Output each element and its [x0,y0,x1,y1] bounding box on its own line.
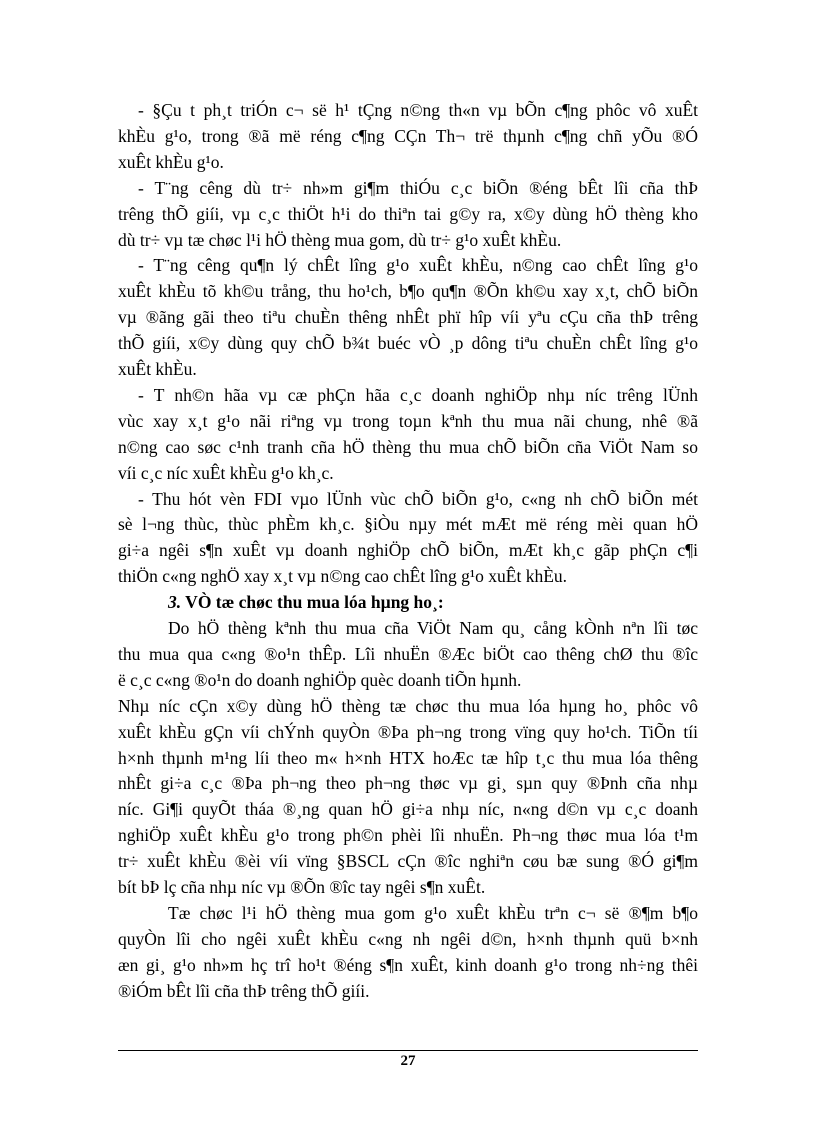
bullet-line: - T¨ng cêng qu¶n lý chÊt lîng g¹o xuÊt khÈu, n©ng cao chÊt lîng g¹o [138,255,698,276]
bullet-line: vµ ®ãng gãi theo tiªu chuÈn thêng nhÊt phï hîp víi yªu cÇu cña thÞ trêng [118,307,698,328]
bullet-line: sè l¬ng thùc, thùc phÈm kh¸c. §iÒu nµy mét mÆt më réng mèi quan hÖ [118,514,698,535]
bullet-line: dù tr÷ vµ tæ chøc l¹i hÖ thèng mua gom, dù tr÷ g¹o xuÊt khÈu. [118,229,562,250]
paragraph-line: bít bÞ lç cña nhµ níc vµ ®Õn ®îc tay ngêi s¶n xuÊt. [118,877,486,897]
page-number: 27 [400,1053,416,1069]
bullet-line: n©ng cao søc c¹nh tranh cña hÖ thèng thu mua chÕ biÕn cña ViÖt Nam so [118,436,698,457]
bullet-line: - T nh©n hãa vµ cæ phÇn hãa c¸c doanh nghiÖp nhµ níc trêng lÜnh [138,384,698,405]
paragraph-line: Do hÖ thèng kªnh thu mua cña ViÖt Nam qu¸ cång kÒnh nªn lîi tøc [168,618,698,638]
bullet-line: thÕ giíi, x©y dùng quy chÕ b¾t buéc vÒ ¸p dông tiªu chuÈn chÊt lîng g¹o [118,333,698,354]
paragraph-line: h×nh thµnh m¹ng líi theo m« h×nh HTX hoÆc tæ hîp t¸c thu mua lóa thêng [118,747,698,768]
section-heading-title: VÒ tæ chøc thu mua lóa hµng ho¸: [181,592,444,613]
bullet-line: - §Çu t ph¸t triÓn c¬ së h¹ tÇng n©ng th«n vµ bÕn c¶ng phôc vô xuÊt [138,100,698,120]
paragraph-line: quyÒn lîi cho ngêi xuÊt khÈu c«ng nh ngêi d©n, h×nh thµnh quü b×nh [118,928,698,949]
bullet-line: - Thu hót vèn FDI vµo lÜnh vùc chÕ biÕn g¹o, c«ng nh chÕ biÕn mét [138,488,698,509]
paragraph-line: ë c¸c c«ng ®o¹n do doanh nghiÖp quèc doanh tiÕn hµnh. [118,669,522,690]
paragraph-line: nghiÖp xuÊt khÈu g¹o trong ph©n phèi lîi nhuËn. Ph¬ng thøc mua lóa t¹m [118,825,698,846]
bullet-line: gi÷a ngêi s¶n xuÊt vµ doanh nghiÖp chÕ biÕn, mÆt kh¸c gãp phÇn c¶i [118,540,698,561]
bullet-line: xuÊt khÈu. [118,359,197,379]
paragraph-line: Nhµ níc cÇn x©y dùng hÖ thèng tæ chøc thu mua lóa hµng ho¸ phôc vô [118,695,698,716]
section-heading [168,592,698,616]
paragraph-line: Tæ chøc l¹i hÖ thèng mua gom g¹o xuÊt khÈu trªn c¬ së ®¶m b¶o [168,902,698,923]
bullet-line: vùc xay x¸t g¹o nãi riªng vµ trong toµn kªnh thu mua nãi chung, nhê ®ã [118,410,698,431]
paragraph-line: æn gi¸ g¹o nh»m hç trî ho¹t ®éng s¶n xuÊt, kinh doanh g¹o trong nh÷ng thêi [118,954,698,975]
bullet-line: - T¨ng cêng dù tr÷ nh»m gi¶m thiÓu c¸c biÕn ®éng bÊt lîi cña thÞ [138,177,698,198]
bullet-line: víi c¸c níc xuÊt khÈu g¹o kh¸c. [118,462,334,483]
paragraph-line: nhÊt gi÷a c¸c ®Þa ph¬ng theo ph¬ng thøc vµ gi¸ sµn quy ®Þnh cña nhµ [118,773,698,794]
bullet-line: khÈu g¹o, trong ®ã më réng c¶ng CÇn Th¬ trë thµnh c¶ng chñ yÕu ®Ó [118,125,698,146]
paragraph-line: xuÊt khÈu gÇn víi chÝnh quyÒn ®Þa ph¬ng trong vïng quy ho¹ch. TiÕn tíi [118,721,698,742]
section-heading-number: 3. [168,592,182,613]
paragraph-line: níc. Gi¶i quyÕt tháa ®¸ng quan hÖ gi÷a nhµ níc, n«ng d©n vµ c¸c doanh [118,799,698,820]
paragraph-line: tr÷ xuÊt khÈu ®èi víi vïng §BSCL cÇn ®îc nghiªn cøu bæ sung ®Ó gi¶m [118,851,698,872]
bullet-line: trêng thÕ giíi, vµ c¸c thiÖt h¹i do thiªn tai g©y ra, x©y dùng hÖ thèng kho [118,203,698,224]
bullet-line: xuÊt khÈu tõ kh©u trång, thu ho¹ch, b¶o qu¶n ®Õn kh©u xay x¸t, chÕ biÕn [118,281,698,302]
paragraph-line: ®iÓm bÊt lîi cña thÞ trêng thÕ giíi. [118,980,370,1001]
bullet-line: xuÊt khÈu g¹o. [118,151,224,172]
bullet-line: thiÖn c«ng nghÖ xay x¸t vµ n©ng cao chÊt lîng g¹o xuÊt khÈu. [118,566,568,587]
paragraph-line: thu mua qua c«ng ®o¹n thÊp. Lîi nhuËn ®Æc biÖt cao thêng chØ thu ®îc [118,643,698,664]
